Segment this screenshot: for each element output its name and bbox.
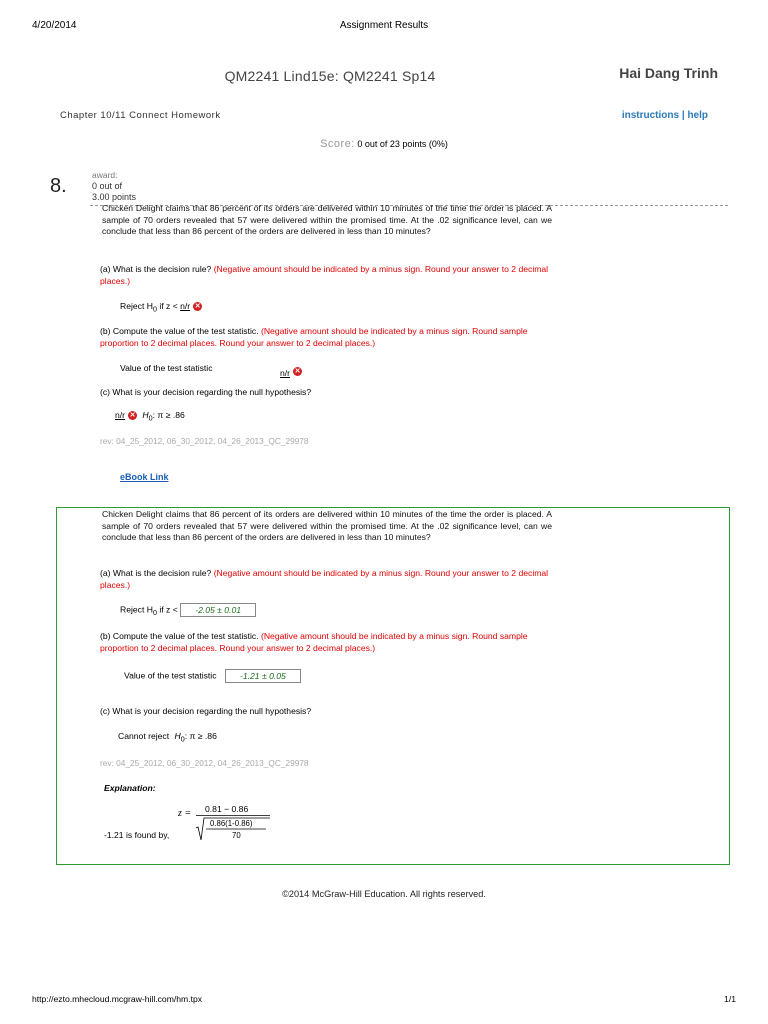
no-response-b: n/r xyxy=(280,368,291,378)
decision-value: Cannot reject xyxy=(118,731,170,741)
test-stat-response xyxy=(280,363,302,381)
solution-revision-info: rev: 04_25_2012, 06_30_2012, 04_26_2013_QC_29978 xyxy=(100,758,309,768)
question-text: Chicken Delight claims that 86 percent of its orders are delivered within 10 minutes of the time the order is placed. A sample of 70 orders revealed that 57 were delivered within the promised time. At the .02 significance level, can we conclude that less than 86 percent of the orders are delivered in less than 10 minutes? xyxy=(102,203,552,237)
formula-numerator: 0.81 − 0.86 xyxy=(205,804,249,814)
award-points: 3.00 points xyxy=(92,192,137,202)
part-b-note: (Negative amount should be indicated by a minus sign. Round sample proportion to 2 decimal places. Round your answer to 2 decimal places.) xyxy=(100,326,528,348)
score-label: Score: xyxy=(320,138,355,150)
solution-decision xyxy=(118,731,217,744)
solution-part-b xyxy=(100,631,560,654)
ebook-link[interactable]: eBook Link xyxy=(120,472,169,482)
solution-question-text: Chicken Delight claims that 86 percent of its orders are delivered within 10 minutes of the time the order is placed. A sample of 70 orders revealed that 57 were delivered within the promised time. At the .02 significance level, can we conclude that less than 86 percent of the orders are delivered in less than 10 minutes? xyxy=(102,509,552,543)
answer-a-box: -2.05 ± 0.01 xyxy=(180,603,256,617)
h0-subscript: 0 xyxy=(152,608,157,617)
formula-lead: -1.21 is found by, xyxy=(104,830,170,840)
no-response-a: n/r xyxy=(180,301,191,311)
part-b-label: (b) Compute the value of the test statistic. xyxy=(100,631,259,641)
solution-part-c xyxy=(100,706,560,718)
hypothesis-text: : π ≥ .86 xyxy=(152,410,185,420)
reject-suffix: if z < xyxy=(159,604,178,615)
question-number: 8. xyxy=(50,175,67,197)
h0-subscript: 0 xyxy=(148,414,153,423)
assignment-title: Chapter 10/11 Connect Homework xyxy=(60,110,221,121)
test-stat-label: Value of the test statistic xyxy=(124,670,217,681)
course-title: QM2241 Lind15e: QM2241 Sp14 xyxy=(224,68,436,84)
score-value: 0 out of 23 points (0%) xyxy=(357,139,448,149)
explanation-label: Explanation: xyxy=(104,783,156,793)
part-a xyxy=(100,264,560,287)
h0-label: $H_0$ xyxy=(142,410,153,423)
incorrect-icon: ✕ xyxy=(194,303,201,311)
reject-suffix: if z < xyxy=(159,301,178,311)
formula-radicand-bottom: 70 xyxy=(232,831,241,840)
h0-label: $H_0$ xyxy=(174,731,185,744)
no-response-c: n/r xyxy=(115,410,126,420)
part-c-label: (c) What is your decision regarding the null hypothesis? xyxy=(100,706,312,716)
student-name: Hai Dang Trinh xyxy=(619,65,718,81)
reject-prefix: Reject H xyxy=(120,301,153,311)
formula-z: z = xyxy=(178,808,192,819)
reject-prefix: Reject H xyxy=(120,604,153,615)
part-a-label: (a) What is the decision rule? xyxy=(100,264,212,274)
solution-reject-rule xyxy=(120,603,256,617)
decision-row xyxy=(115,410,185,423)
hypothesis-text: : π ≥ .86 xyxy=(184,731,217,741)
print-date: 4/20/2014 xyxy=(32,20,77,31)
solution-test-stat-row xyxy=(124,669,301,683)
print-title: Assignment Results xyxy=(339,20,429,31)
solution-box xyxy=(56,507,730,865)
header-links xyxy=(622,110,708,121)
answer-b-box: -1.21 ± 0.05 xyxy=(225,669,301,683)
h0-subscript: 0 xyxy=(180,735,185,744)
incorrect-icon: ✕ xyxy=(294,368,301,376)
part-c-label: (c) What is your decision regarding the null hypothesis? xyxy=(100,387,312,397)
formula-graphic xyxy=(178,800,278,844)
part-b-label: (b) Compute the value of the test statistic. xyxy=(100,326,259,336)
incorrect-icon: ✕ xyxy=(129,412,136,420)
page-number: 1/1 xyxy=(724,994,736,1004)
reject-rule xyxy=(120,301,202,314)
help-link[interactable]: help xyxy=(687,110,708,121)
z-formula xyxy=(178,800,278,840)
test-stat-label: Value of the test statistic xyxy=(120,363,213,373)
part-c xyxy=(100,387,560,399)
award-block xyxy=(92,170,136,203)
solution-part-a xyxy=(100,568,560,591)
part-a-label: (a) What is the decision rule? xyxy=(100,568,212,578)
formula-radicand-top: 0.86(1-0.86) xyxy=(210,819,253,828)
print-url: http://ezto.mhecloud.mcgraw-hill.com/hm.tpx xyxy=(32,994,203,1004)
copyright: ©2014 McGraw-Hill Education. All rights reserved. xyxy=(282,889,486,899)
award-label: award: xyxy=(92,170,118,180)
test-stat-row xyxy=(120,363,213,373)
link-separator: | xyxy=(681,110,685,121)
score-row xyxy=(0,138,768,150)
part-b xyxy=(100,326,560,349)
award-value: 0 out of xyxy=(92,181,123,191)
part-a-note: (Negative amount should be indicated by a minus sign. Round your answer to 2 decimal places.) xyxy=(100,264,549,286)
part-a-note: (Negative amount should be indicated by a minus sign. Round your answer to 2 decimal places.) xyxy=(100,568,549,590)
h0-subscript: 0 xyxy=(152,305,157,314)
part-b-note: (Negative amount should be indicated by a minus sign. Round sample proportion to 2 decimal places. Round your answer to 2 decimal places.) xyxy=(100,631,528,653)
instructions-link[interactable]: instructions xyxy=(621,110,680,121)
revision-info: rev: 04_25_2012, 06_30_2012, 04_26_2013_QC_29978 xyxy=(100,436,309,446)
